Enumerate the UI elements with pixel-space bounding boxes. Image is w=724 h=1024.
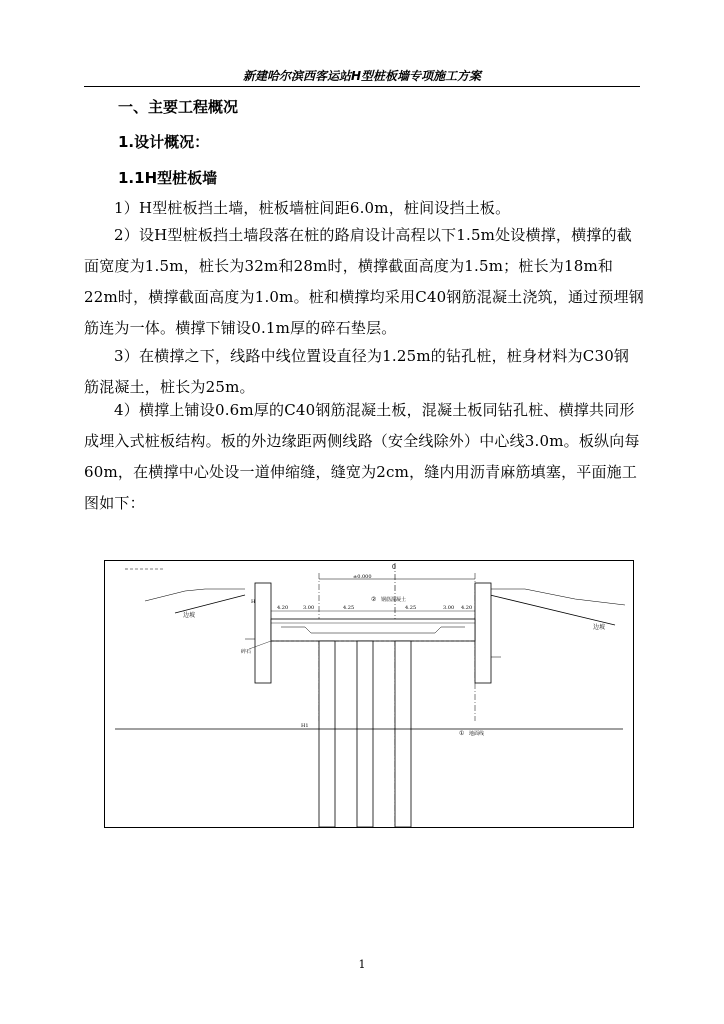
right-slope-label: 边坡: [593, 624, 606, 631]
h-label: H: [251, 599, 256, 605]
subsubsection-heading: 1.1H型桩板墙: [118, 169, 218, 187]
gravel-label: 碎石: [241, 649, 252, 655]
paragraph-3: 3）在横撑之下，线路中线位置设直径为1.25m的钻孔桩，桩身材料为C30钢筋混凝土，桩长为25m。: [84, 347, 630, 396]
header-rule: [84, 86, 640, 87]
concrete-slab: [271, 619, 475, 641]
construction-drawing: [104, 560, 634, 828]
right-slope-face: [490, 595, 615, 625]
right-slope-line: [490, 589, 625, 605]
paragraph-1: 1）H型桩板挡土墙，桩板墙桩间距6.0m，桩间设挡土板。: [114, 199, 511, 217]
paragraph-2: 2）设H型桩板挡土墙段落在桩的路肩设计高程以下1.5m处设横撑，横撑的截面宽度为1.5m，桩长为32m和28m时，横撑截面高度为1.5m；桩长为18m和22m时，横撑截面高度为1.0m。桩和横撑均采用C40钢筋混凝土浇筑，通过预埋钢筋连为一体。横撑下铺设0.1m厚的碎石垫层。: [84, 226, 644, 337]
slab-label: ②: [371, 596, 377, 603]
subsection-heading: 1.设计概况：: [118, 133, 210, 151]
right-h-pile: [475, 583, 491, 683]
bored-pile-center: [357, 641, 373, 827]
ground-label: ①: [459, 730, 465, 737]
bored-pile-left: [319, 641, 335, 827]
dim-6: 4.20: [461, 605, 473, 611]
paragraph-4: 4）横撑上铺设0.6m厚的C40钢筋混凝土板，混凝土板同钻孔桩、横撑共同形成埋入式桩板结构。板的外边缘距两侧线路（安全线除外）中心线3.0m。板纵向每60m，在横撑中心处设一道伸缩缝，缝宽为2cm，缝内用沥青麻筋填塞，平面施工图如下：: [84, 401, 640, 512]
dim-3: 4.25: [343, 605, 355, 611]
top-elev-label: ±0.000: [353, 574, 372, 580]
h1-label: H1: [301, 723, 309, 729]
left-slope-face: [175, 595, 245, 613]
center-axis-label: 0: [392, 564, 396, 571]
dim-5: 3.00: [443, 605, 455, 611]
ground-label-text: 地面线: [469, 731, 485, 737]
pile-wall-cross-section: [105, 561, 633, 827]
dim-4: 4.25: [405, 605, 417, 611]
dim-1: 4.20: [277, 605, 289, 611]
section-heading: 一、主要工程概况: [118, 98, 239, 116]
slab-label-text: 钢筋混凝土: [381, 597, 407, 603]
page-header-title: 新建哈尔滨西客运站H型桩板墙专项施工方案: [242, 69, 482, 83]
left-slope-label: 边坡: [183, 612, 196, 619]
left-h-pile: [255, 583, 271, 683]
page-number: 1: [358, 958, 366, 971]
dim-2: 3.00: [303, 605, 315, 611]
bored-pile-right: [395, 641, 411, 827]
